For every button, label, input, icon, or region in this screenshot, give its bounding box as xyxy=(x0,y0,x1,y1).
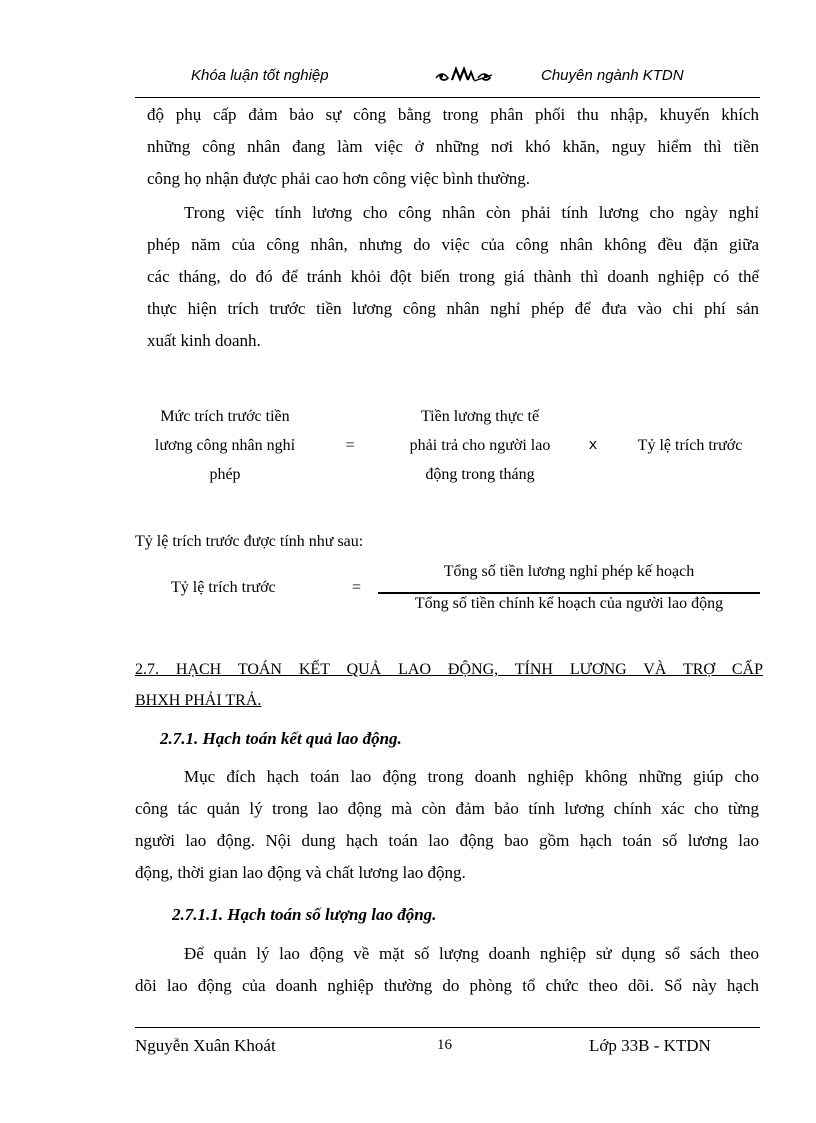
formula-line: phải trả cho người lao xyxy=(409,437,551,454)
text-line: động, thời gian lao động và chất lương lao động. xyxy=(135,863,466,882)
formula-times: x xyxy=(588,437,598,454)
formula-line: động trong tháng xyxy=(425,466,535,483)
text-line: công tác quản lý trong lao động mà còn đảm bảo tính lương chính xác cho từng xyxy=(135,799,759,818)
footer-divider xyxy=(135,1027,760,1028)
subsection-heading-2-7-1: 2.7.1. Hạch toán kết quả lao động. xyxy=(160,729,402,748)
text-line: phép năm của công nhân, nhưng do việc của công nhân không đều đặn giữa xyxy=(147,235,759,254)
formula-middle-term xyxy=(380,402,580,489)
text-line: dõi lao động của doanh nghiệp thường do phòng tổ chức theo dõi. Sổ này hạch xyxy=(135,976,759,995)
header-title-left: Khóa luận tốt nghiệp xyxy=(191,67,329,84)
heading-line: BHXH PHẢI TRẢ. xyxy=(135,692,262,709)
formula-line: lương công nhân nghỉ xyxy=(154,437,296,454)
text-line: các tháng, do đó để tránh khỏi đột biến trong giá thành thì doanh nghiệp có thể xyxy=(147,267,759,286)
text-line: xuất kinh doanh. xyxy=(147,331,261,350)
text-line: Trong việc tính lương cho công nhân còn phải tính lương cho ngày nghỉ xyxy=(184,203,759,222)
paragraph-2 xyxy=(147,197,759,357)
footer-author: Nguyễn Xuân Khoát xyxy=(135,1036,276,1055)
ratio-denominator: Tổng số tiền chính kế hoạch của người lao động xyxy=(414,595,724,612)
formula-right-term: Tỷ lệ trích trước xyxy=(637,437,743,454)
ratio-numerator: Tổng số tiền lương nghỉ phép kế hoạch xyxy=(443,563,695,580)
paragraph-1 xyxy=(147,99,759,195)
text-line: Để quản lý lao động về mặt số lượng doanh nghiệp sử dụng sổ sách theo xyxy=(184,944,759,963)
text-line: những công nhân đang làm việc ở những nơi khó khăn, nguy hiểm thì tiền xyxy=(147,137,759,156)
ratio-intro-text: Tỷ lệ trích trước được tính như sau: xyxy=(135,533,364,550)
header-divider xyxy=(135,97,760,98)
ratio-label: Tỷ lệ trích trước xyxy=(171,579,276,596)
decorative-ornament-icon xyxy=(434,64,494,86)
text-line: thực hiện trích trước tiền lương công nhân nghỉ phép để đưa vào chi phí sản xyxy=(147,299,759,318)
fraction-bar xyxy=(378,592,760,594)
header-title-right: Chuyên ngành KTDN xyxy=(541,67,684,84)
text-line: độ phụ cấp đảm bảo sự công bằng trong phân phối thu nhập, khuyến khích xyxy=(147,105,759,124)
subsection-heading-2-7-1-1: 2.7.1.1. Hạch toán số lượng lao động. xyxy=(172,905,437,924)
formula-line: Tiền lương thực tế xyxy=(420,408,540,425)
text-line: Mục đích hạch toán lao động trong doanh nghiệp không những giúp cho xyxy=(184,767,759,786)
ratio-equals: = xyxy=(352,579,362,596)
formula-equals: = xyxy=(345,437,355,454)
heading-line: 2.7. HẠCH TOÁN KẾT QUẢ LAO ĐỘNG, TÍNH LƯƠNG VÀ TRỢ CẤP xyxy=(135,661,763,678)
page-number: 16 xyxy=(437,1037,452,1053)
formula-line: Mức trích trước tiền xyxy=(160,408,290,425)
formula-line: phép xyxy=(209,466,241,483)
section-heading xyxy=(135,654,763,716)
footer-class: Lớp 33B - KTDN xyxy=(589,1036,711,1055)
formula-left-term xyxy=(130,402,320,489)
text-line: người lao động. Nội dung hạch toán lao động bao gồm hạch toán số lương lao xyxy=(135,831,759,850)
paragraph-3 xyxy=(135,761,759,889)
text-line: công họ nhận được phải cao hơn công việc bình thường. xyxy=(147,169,530,188)
paragraph-4 xyxy=(135,938,759,1002)
